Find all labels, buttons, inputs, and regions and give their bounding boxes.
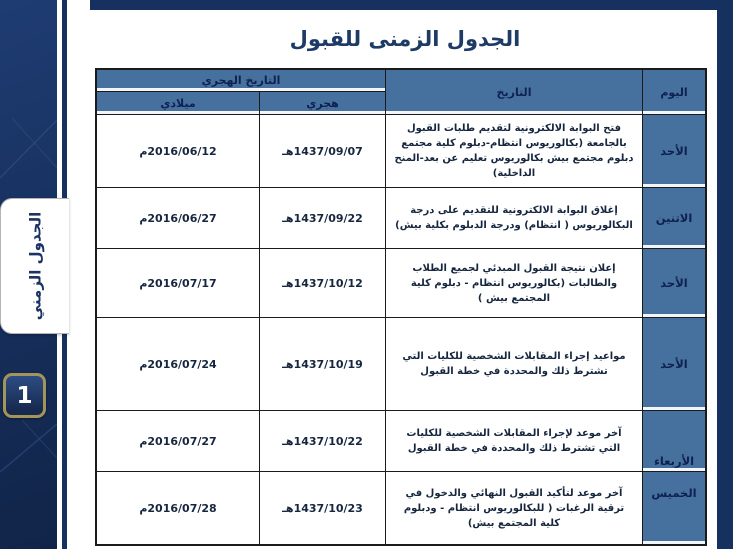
cell-day: الخميس	[643, 472, 705, 544]
header-date: التاريخ	[386, 70, 642, 114]
admission-schedule-table	[95, 68, 707, 546]
cell-gregorian: 2016/07/24م	[97, 318, 259, 410]
cell-day: الأحد	[643, 115, 705, 187]
cell-hijri: 1437/10/19هـ	[260, 318, 385, 410]
cell-description: مواعيد إجراء المقابلات الشخصية للكليات التي تشترط ذلك والمحددة في خطة القبول	[386, 318, 642, 410]
cell-gregorian: 2016/06/27م	[97, 188, 259, 248]
sidebar-tab-schedule[interactable]	[0, 198, 69, 334]
cell-description: فتح البوابة الالكترونية لتقديم طلبات القبول بالجامعة (بكالوريوس انتظام-دبلوم كلية مجتمع دبلوم مجتمع بيش بكالوريوس تعليم عن بعد-المنح الداخلية)	[386, 115, 642, 187]
header-hijri: هجري	[260, 92, 385, 114]
cell-hijri: 1437/09/22هـ	[260, 188, 385, 248]
cell-gregorian: 2016/07/28م	[97, 472, 259, 544]
cell-description: إغلاق البوابة الالكترونية للتقديم على درجة البكالوريوس ( انتظام) ودرجة الدبلوم بكلية بيش)	[386, 188, 642, 248]
header-gregorian: ميلادي	[97, 92, 259, 114]
slide-frame-top-bar	[90, 0, 733, 10]
cell-gregorian: 2016/07/17م	[97, 249, 259, 317]
slide-frame-right-bar	[717, 0, 733, 549]
cell-gregorian: 2016/07/27م	[97, 411, 259, 471]
cell-day: الأحد	[643, 249, 705, 317]
cell-hijri: 1437/10/22هـ	[260, 411, 385, 471]
cell-description: آخر موعد لإجراء المقابلات الشخصية للكليات التي تشترط ذلك والمحددة في خطة القبول	[386, 411, 642, 471]
sidebar-tab-label: الجدول الزمني	[26, 211, 45, 321]
slide-title: الجدول الزمنى للقبول	[289, 27, 521, 51]
cell-description: آخر موعد لتأكيد القبول النهائي والدخول في ترقية الرغبات ( للبكالوريوس انتظام - ودبلوم كلية المجتمع بيش)	[386, 472, 642, 544]
header-hijri-group: التاريخ الهجري	[97, 70, 385, 91]
cell-description: إعلان نتيجة القبول المبدئي لجميع الطلاب والطالبات (بكالوريوس انتظام - دبلوم كلية المجتمع بيش )	[386, 249, 642, 317]
slide-number-badge: 1	[3, 373, 46, 418]
cell-day: الاتنين	[643, 188, 705, 248]
cell-gregorian: 2016/06/12م	[97, 115, 259, 187]
cell-hijri: 1437/09/07هـ	[260, 115, 385, 187]
cell-day: الأحد	[643, 318, 705, 410]
cell-day: الأربعاء	[643, 411, 705, 471]
cell-hijri: 1437/10/12هـ	[260, 249, 385, 317]
header-day: اليوم	[643, 70, 705, 114]
cell-hijri: 1437/10/23هـ	[260, 472, 385, 544]
